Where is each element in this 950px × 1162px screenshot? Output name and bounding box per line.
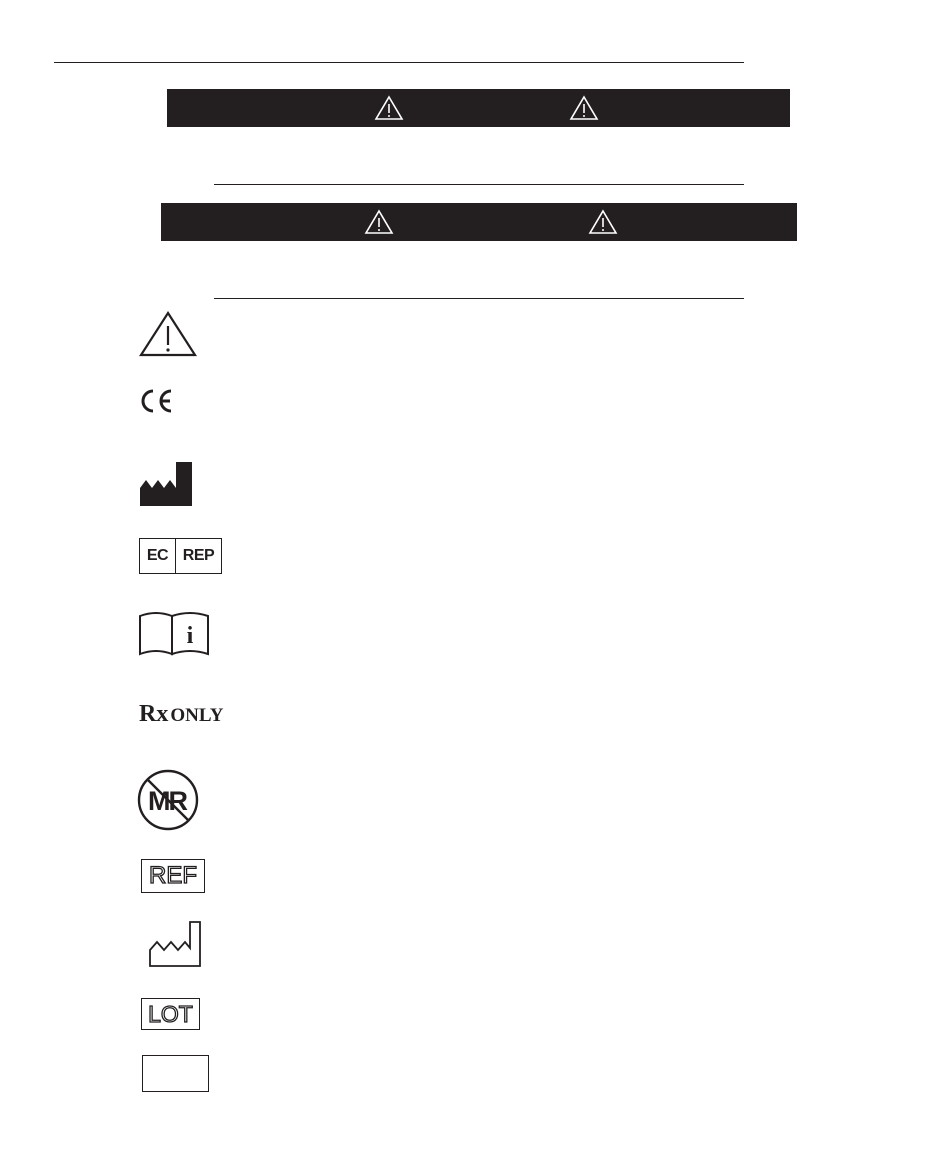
warning-banner-2 [161, 203, 797, 241]
rep-label: REP [182, 547, 215, 564]
warning-triangle-icon [374, 95, 404, 121]
book-info-icon [138, 610, 210, 658]
only-label: ONLY [170, 705, 224, 726]
warning-triangle-icon [569, 95, 599, 121]
lot-symbol [141, 998, 200, 1030]
ec-rep-symbol [139, 538, 222, 574]
mr-label: MR [148, 786, 186, 816]
section-rule-1 [214, 184, 744, 185]
factory-outline-icon [148, 920, 202, 968]
warning-triangle-icon [138, 310, 198, 358]
blank-box-icon [142, 1055, 209, 1092]
ref-symbol [141, 859, 205, 893]
section-rule-2 [214, 298, 744, 299]
rx-label: Rx [139, 701, 169, 727]
mr-unsafe-icon [136, 768, 200, 832]
warning-triangle-icon [364, 209, 394, 235]
ce-mark-icon [137, 387, 177, 415]
ec-label: EC [140, 539, 176, 573]
info-glyph: i [186, 623, 194, 649]
ref-label: REF [149, 862, 197, 889]
warning-triangle-icon [588, 209, 618, 235]
top-rule [54, 62, 744, 63]
lot-label: LOT [148, 1000, 193, 1027]
rx-only-symbol [139, 701, 224, 728]
factory-filled-icon [138, 460, 194, 508]
warning-banner-1 [167, 89, 790, 127]
